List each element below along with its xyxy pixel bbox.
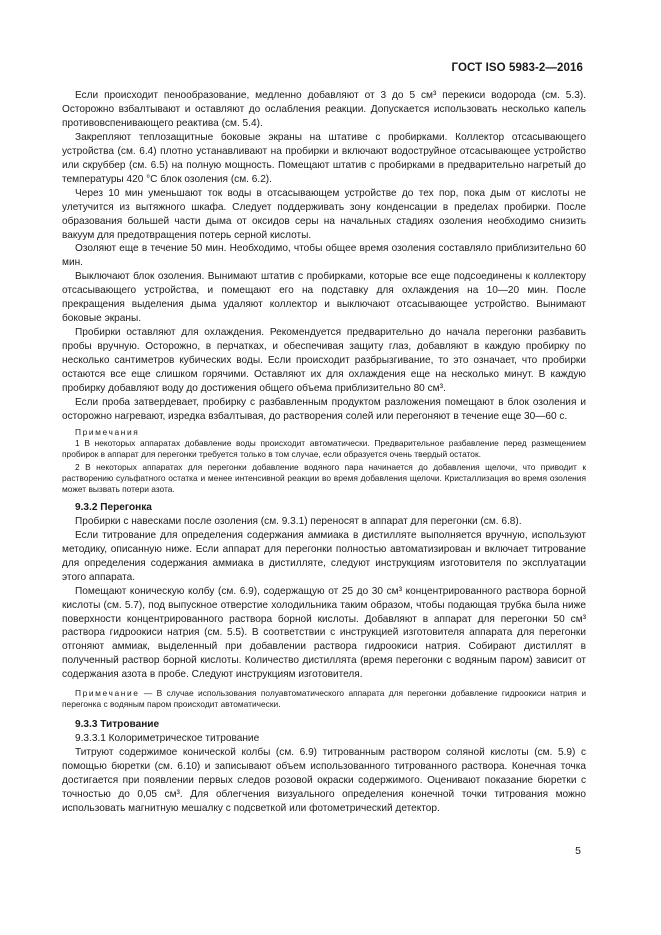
- note-text: — В случае использования полуавтоматического аппарата для перегонки добавление гидроокиси натрия и перегонка с водяным паром происходит автоматически.: [62, 688, 586, 710]
- paragraph: Титруют содержимое конической колбы (см. 6.9) титрованным раствором соляной кислоты (см. 5.9) с помощью бюретки (см. 6.10) и записывают объем использованного титрованного раствора. Конечная точка достигается при появлении первых следов розовой окраски содержимого. Оценивают показание бюретки с точностью до 0,05 см³. Для облегчения визуального определения конечной точки титрования можно использовать магнитную мешалку с подсветкой или фотометрический детектор.: [62, 747, 586, 814]
- note: [62, 688, 586, 710]
- paragraph: Пробирки с навесками после озоления (см. 9.3.1) переносят в аппарат для перегонки (см. 6.8).: [75, 515, 522, 527]
- page-number: 5: [575, 845, 581, 857]
- section-heading: 9.3.2 Перегонка: [75, 501, 152, 513]
- paragraph: Если происходит пенообразование, медленно добавляют от 3 до 5 см³ перекиси водорода (см. 5.3). Осторожно взбалтывают и оставляют до ослабления реакции. Допускается использовать несколько капель противовспенивающего реактива (см. 5.4).: [62, 90, 586, 129]
- note-item: 2 В некоторых аппаратах для перегонки добавление водяного пара начинается до добавления щелочи, что приводит к растворению сульфатного остатка и менее интенсивной реакции во время добавления щелочи. Кристаллизация во время озоления может вызвать потери азота.: [62, 461, 586, 494]
- paragraph: Если титрование для определения содержания аммиака в дистилляте выполняется вручную, используют методику, описанную ниже. Если аппарат для перегонки полностью автоматизирован и включает титрование для определения содержания аммиака в дистилляте, следуют инструкциям изготовителя по эксплуатации этого аппарата.: [62, 529, 586, 583]
- note-item: 1 В некоторых аппаратах добавление воды происходит автоматически. Предварительное разбавление перед размещением пробирок в аппарат для перегонки требуется только в том случае, если образуется очень твердый остаток.: [62, 437, 586, 459]
- paragraph: Выключают блок озоления. Вынимают штатив с пробирками, которые все еще подсоединены к коллектору отсасывающего устройства, и помещают его на подставку для охлаждения на 10—20 мин. После прекращения выделения дыма удаляют коллектор и выключают отсасывающее устройство. Вынимают боковые экраны.: [62, 271, 586, 325]
- paragraph: Через 10 мин уменьшают ток воды в отсасывающем устройстве до тех пор, пока дым от кислоты не улетучится из вытяжного шкафа. Следует поддерживать зону конденсации в пределах пробирки. После образования большей части дыма от оксидов серы на начальных стадиях озоления необходимо снизить вакуум для предотвращения потерь серной кислоты.: [62, 187, 586, 241]
- paragraph: Если проба затвердевает, пробирку с разбавленным продуктом разложения помещают в блок озоления и осторожно нагревают, изредка взбалтывая, до растворения солей или перегоняют в течение еще 30—60 с.: [62, 396, 586, 422]
- section-heading: 9.3.3 Титрование: [75, 719, 160, 731]
- paragraph: Закрепляют теплозащитные боковые экраны на штативе с пробирками. Коллектор отсасывающего устройства (см. 6.4) плотно устанавливают на пробирки и включают водоструйное отсасывающее устройство или скруббер (см. 6.5) на полную мощность. Помещают штатив с пробирками в предварительно нагретый до температуры 420 °С блок озоления (см. 6.2).: [62, 131, 586, 185]
- paragraph: Пробирки оставляют для охлаждения. Рекомендуется предварительно до начала перегонки разбавить пробы вручную. Осторожно, в перчатках, и обеспечивая защиту глаз, добавляют в каждую пробирку по несколько сантиметров кубических воды. Если происходит разбрызгивание, то это означает, что пробирки остаются все еще слишком горячими. Оставляют их для охлаждения еще на несколько минут. В каждую пробирку добавляют воду до достижения общего объема приблизительно 80 см³.: [62, 327, 586, 395]
- document-header: ГОСТ ISO 5983-2—2016: [451, 62, 583, 74]
- note-label: Примечание: [75, 688, 140, 699]
- paragraph: Озоляют еще в течение 50 мин. Необходимо, чтобы общее время озоления составляло приблизительно 60 мин.: [62, 243, 586, 269]
- paragraph: Помещают коническую колбу (см. 6.9), содержащую от 25 до 30 см³ концентрированного раствора борной кислоты (см. 5.7), под выпускное отверстие холодильника таким образом, чтобы подающая трубка была ниже поверхности концентрированного раствора борной кислоты. Добавляют в аппарат для перегонки 50 см³ раствора гидроокиси натрия (см. 5.5). В соответствии с инструкцией изготовителя аппарата для перегонки отгоняют аммиак, выделенный при добавлении раствора гидроокиси натрия. Собирают дистиллят в полученный раствор борной кислоты. Количество дистиллята (время перегонки с водяным паром) зависит от содержания азота в пробе. Следуют инструкциям изготовителя.: [62, 585, 586, 681]
- subsection-heading: 9.3.3.1 Колориметрическое титрование: [75, 733, 260, 745]
- page-body: [62, 89, 586, 816]
- notes-title: Примечания: [75, 426, 140, 437]
